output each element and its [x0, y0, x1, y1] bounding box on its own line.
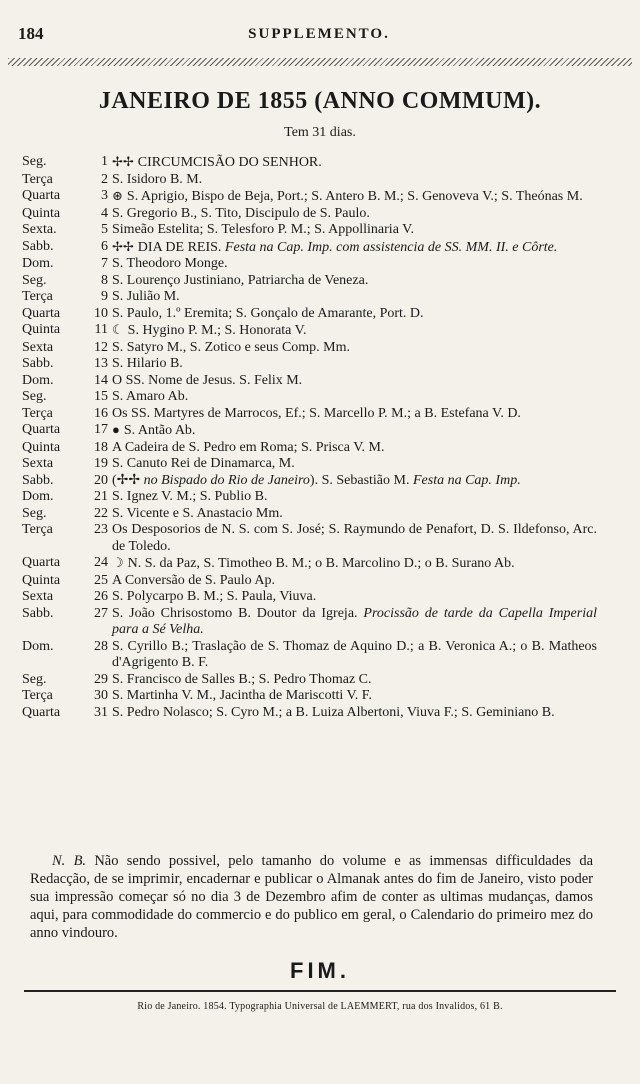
day-number: 20	[94, 472, 108, 488]
weekday: Terça	[22, 405, 53, 421]
calendar-row	[22, 373, 597, 390]
saint-entry	[112, 422, 597, 440]
entry-text: S. Hygino P. M.; S. Honorata V.	[127, 323, 307, 338]
weekday: Quinta	[22, 572, 61, 588]
printer-imprint: Rio de Janeiro. 1854. Typographia Universal de LAEMMERT, rua dos Invalidos, 61 B.	[137, 1001, 503, 1012]
weekday: Terça	[22, 688, 53, 703]
calendar-row	[22, 322, 597, 340]
entry-text-cont: ). S. Sebastião M.	[309, 472, 413, 488]
day-number: 6	[101, 238, 108, 254]
saint-entry	[112, 356, 597, 373]
note-lead: N. B.	[52, 853, 87, 869]
calendar-row	[22, 489, 597, 506]
running-title: SUPPLEMENTO.	[248, 26, 390, 42]
liturgical-symbol-icon: ✢✢	[112, 238, 134, 254]
day-number: 25	[94, 572, 108, 588]
entry-text: DIA DE REIS.	[137, 239, 225, 255]
saint-entry	[112, 322, 597, 340]
day-number: 10	[94, 305, 108, 321]
day-number: 8	[101, 272, 108, 288]
day-number: 2	[101, 171, 108, 187]
day-number: 21	[94, 489, 108, 504]
day-number: 29	[94, 671, 108, 687]
day-number: 7	[101, 256, 108, 271]
entry-text: A Conversão de S. Paulo Ap.	[112, 572, 275, 588]
saint-entry	[112, 555, 597, 573]
entry-text: Os SS. Martyres de Marrocos, Ef.; S. Marcello P. M.; a B. Estefana V. D.	[112, 405, 521, 421]
page-number: 184	[18, 24, 44, 43]
saint-entry	[112, 672, 597, 689]
entry-text: (✢✢	[112, 472, 144, 488]
days-count: Tem 31 dias.	[284, 125, 356, 140]
weekday: Seg.	[22, 272, 47, 288]
saint-entry	[112, 389, 597, 406]
saint-entry	[112, 222, 597, 239]
weekday: Seg.	[22, 389, 47, 404]
entry-italic: Festa na Cap. Imp.	[412, 472, 521, 488]
entry-text: S. Ignez V. M.; S. Publio B.	[112, 489, 268, 504]
weekday: Terça	[22, 171, 53, 187]
weekday: Seg.	[22, 154, 47, 169]
calendar-row	[22, 589, 597, 606]
weekday: Sabb.	[22, 472, 54, 488]
liturgical-symbol-icon: ✢✢	[112, 154, 134, 169]
calendar-row	[22, 573, 597, 590]
day-number: 14	[94, 372, 108, 388]
weekday: Seg.	[22, 671, 47, 687]
saint-entry	[112, 188, 597, 206]
weekday: Sabb.	[22, 238, 54, 254]
day-number: 16	[94, 405, 108, 421]
weekday: Dom.	[22, 489, 54, 504]
weekday: Sexta	[22, 456, 54, 471]
saint-entry	[112, 522, 597, 555]
entry-text: S. Antão Ab.	[123, 423, 196, 438]
saint-entry	[112, 239, 597, 257]
saint-entry	[112, 456, 597, 473]
calendar-row	[22, 522, 597, 555]
entry-text: S. Julião M.	[112, 289, 180, 304]
weekday: Sabb.	[22, 356, 54, 371]
calendar-row	[22, 356, 597, 373]
saint-entry	[112, 289, 597, 306]
calendar-row	[22, 389, 597, 406]
day-number: 30	[94, 688, 108, 703]
day-number: 13	[94, 356, 108, 371]
calendar-row	[22, 422, 597, 440]
weekday: Quinta	[22, 322, 61, 337]
day-number: 26	[94, 589, 108, 604]
weekday: Sabb.	[22, 605, 54, 621]
saint-entry	[112, 589, 597, 606]
day-number: 18	[94, 439, 108, 455]
calendar-row	[22, 206, 597, 223]
entry-text: S. Lourenço Justiniano, Patriarcha de Veneza.	[112, 272, 369, 288]
entry-text: S. Aprigio, Bispo de Beja, Port.; S. Antero B. M.; S. Genoveva V.; S. Theónas M.	[126, 189, 583, 204]
weekday: Quinta	[22, 439, 61, 455]
weekday: Quarta	[22, 422, 61, 437]
calendar-row	[22, 473, 597, 490]
saint-entry	[112, 688, 597, 705]
entry-text: S. Amaro Ab.	[112, 389, 189, 404]
ornamental-rule	[8, 58, 632, 66]
calendar-row	[22, 289, 597, 306]
weekday: Dom.	[22, 372, 54, 388]
entry-text: S. Polycarpo B. M.; S. Paula, Viuva.	[112, 589, 317, 604]
weekday: Terça	[22, 522, 53, 537]
saint-entry	[112, 172, 597, 189]
calendar-row	[22, 555, 597, 573]
calendar-row	[22, 456, 597, 473]
calendar-row	[22, 222, 597, 239]
weekday: Sexta.	[22, 222, 57, 237]
day-number: 11	[94, 322, 108, 337]
saint-entry	[112, 473, 597, 490]
calendar-row	[22, 688, 597, 705]
entry-text: CIRCUMCISÃO DO SENHOR.	[137, 155, 322, 170]
weekday: Quarta	[22, 704, 61, 720]
saint-entry	[112, 573, 597, 590]
calendar-row	[22, 256, 597, 273]
calendar-row	[22, 506, 597, 523]
entry-italic: Festa na Cap. Imp. com assistencia de SS. MM. II. e Côrte.	[224, 239, 558, 255]
entry-text: S. Pedro Nolasco; S. Cyro M.; a B. Luiza Albertoni, Viuva F.; S. Geminiano B.	[112, 704, 555, 720]
entry-text: S. Paulo, 1.º Eremita; S. Gonçalo de Amarante, Port. D.	[112, 305, 424, 321]
saint-entry	[112, 440, 597, 457]
day-number: 24	[94, 555, 108, 570]
calendar-row	[22, 239, 597, 257]
saint-entry	[112, 154, 597, 172]
note-body: Não sendo possivel, pelo tamanho do volume e as immensas difficuldades da Redacção, de se imprimir, encadernar e publicar o Almanak antes do fim de Janeiro, visto poder sua impressão começar só no dia 3 de Dezembro afim de conter as ultimas mudanças, damos aqui, para commodidade do commercio e do publico em geral, o Calendario do primeiro mez do anno vindouro.	[30, 853, 594, 941]
end-mark: FIM.	[290, 958, 350, 983]
entry-text: Simeão Estelita; S. Telesforo P. M.; S. Appollinaria V.	[112, 222, 414, 237]
entry-text: S. Francisco de Salles B.; S. Pedro Thomaz C.	[112, 671, 372, 687]
entry-text: A Cadeira de S. Pedro em Roma; S. Prisca V. M.	[112, 439, 385, 455]
day-number: 1	[101, 154, 108, 169]
calendar-row	[22, 440, 597, 457]
weekday: Quarta	[22, 305, 61, 321]
entry-text: O SS. Nome de Jesus. S. Felix M.	[112, 372, 303, 388]
saint-entry	[112, 306, 597, 323]
saint-entry	[112, 606, 597, 639]
saint-entry	[112, 705, 597, 722]
saint-entry	[112, 340, 597, 357]
calendar-row	[22, 306, 597, 323]
saint-entry	[112, 256, 597, 273]
liturgical-symbol-icon: ●	[112, 422, 120, 437]
calendar-row	[22, 639, 597, 672]
entry-text: S. Theodoro Monge.	[112, 256, 228, 271]
entry-text: S. Vicente e S. Anastacio Mm.	[112, 505, 283, 521]
entry-italic: Procissão de tarde da Capella Imperial para a Sé Velha.	[112, 605, 597, 637]
weekday: Sexta	[22, 339, 54, 355]
day-number: 28	[94, 638, 108, 654]
day-number: 3	[101, 188, 108, 203]
entry-text: S. Hilario B.	[112, 356, 183, 371]
liturgical-symbol-icon: ⊛	[112, 188, 123, 203]
weekday: Dom.	[22, 638, 54, 654]
day-number: 15	[94, 389, 108, 404]
calendar-row	[22, 188, 597, 206]
page-header	[18, 24, 620, 48]
day-number: 12	[94, 339, 108, 355]
entry-text: S. Isidoro B. M.	[112, 171, 203, 187]
liturgical-symbol-icon: ☾	[112, 322, 124, 337]
day-number: 27	[94, 605, 108, 621]
day-number: 31	[94, 704, 108, 720]
day-number: 17	[94, 422, 108, 437]
liturgical-symbol-icon: ☽	[112, 555, 124, 570]
saint-entry	[112, 273, 597, 290]
entry-text: N. S. da Paz, S. Timotheo B. M.; o B. Marcolino D.; o B. Surano Ab.	[127, 556, 515, 571]
entry-italic: no Bispado do Rio de Janeiro	[143, 472, 310, 488]
day-number: 9	[101, 289, 108, 304]
saint-entry	[112, 639, 597, 672]
calendar-row	[22, 172, 597, 189]
calendar-row	[22, 672, 597, 689]
saint-entry	[112, 489, 597, 506]
weekday: Terça	[22, 289, 53, 304]
entry-text: S. Martinha V. M., Jacintha de Mariscotti V. F.	[112, 688, 372, 703]
weekday: Seg.	[22, 505, 47, 521]
saint-entry	[112, 373, 597, 390]
entry-text: S. João Chrisostomo B. Doutor da Igreja.	[112, 605, 364, 621]
calendar-row	[22, 340, 597, 357]
weekday: Quarta	[22, 188, 61, 203]
entry-text: S. Canuto Rei de Dinamarca, M.	[112, 456, 295, 471]
weekday: Sexta	[22, 589, 54, 604]
day-number: 23	[94, 522, 108, 537]
entry-text: S. Gregorio B., S. Tito, Discipulo de S. Paulo.	[112, 205, 370, 221]
day-number: 4	[101, 205, 108, 221]
weekday: Quarta	[22, 555, 61, 570]
saint-entry	[112, 506, 597, 523]
entry-text: S. Satyro M., S. Zotico e seus Comp. Mm.	[112, 339, 351, 355]
saint-entry	[112, 406, 597, 423]
calendar-row	[22, 406, 597, 423]
page-title: JANEIRO DE 1855 (ANNO COMMUM).	[98, 88, 542, 114]
calendar-row	[22, 606, 597, 639]
entry-text: S. Cyrillo B.; Traslação de S. Thomaz de Aquino D.; a B. Veronica A.; o B. Matheos d'Agrigento B. F.	[112, 638, 597, 670]
calendar-row	[22, 154, 597, 172]
saint-entry	[112, 206, 597, 223]
weekday: Quinta	[22, 205, 61, 221]
entry-text: Os Desposorios de N. S. com S. José; S. Raymundo de Penafort, D. S. Ildefonso, Arc. de Toledo.	[112, 522, 597, 554]
weekday: Dom.	[22, 256, 54, 271]
day-number: 22	[94, 505, 108, 521]
calendar-list	[22, 154, 597, 721]
calendar-row	[22, 705, 597, 722]
note-paragraph	[30, 852, 593, 942]
calendar-row	[22, 273, 597, 290]
day-number: 5	[101, 222, 108, 237]
day-number: 19	[94, 456, 108, 471]
bottom-rule	[24, 990, 616, 992]
